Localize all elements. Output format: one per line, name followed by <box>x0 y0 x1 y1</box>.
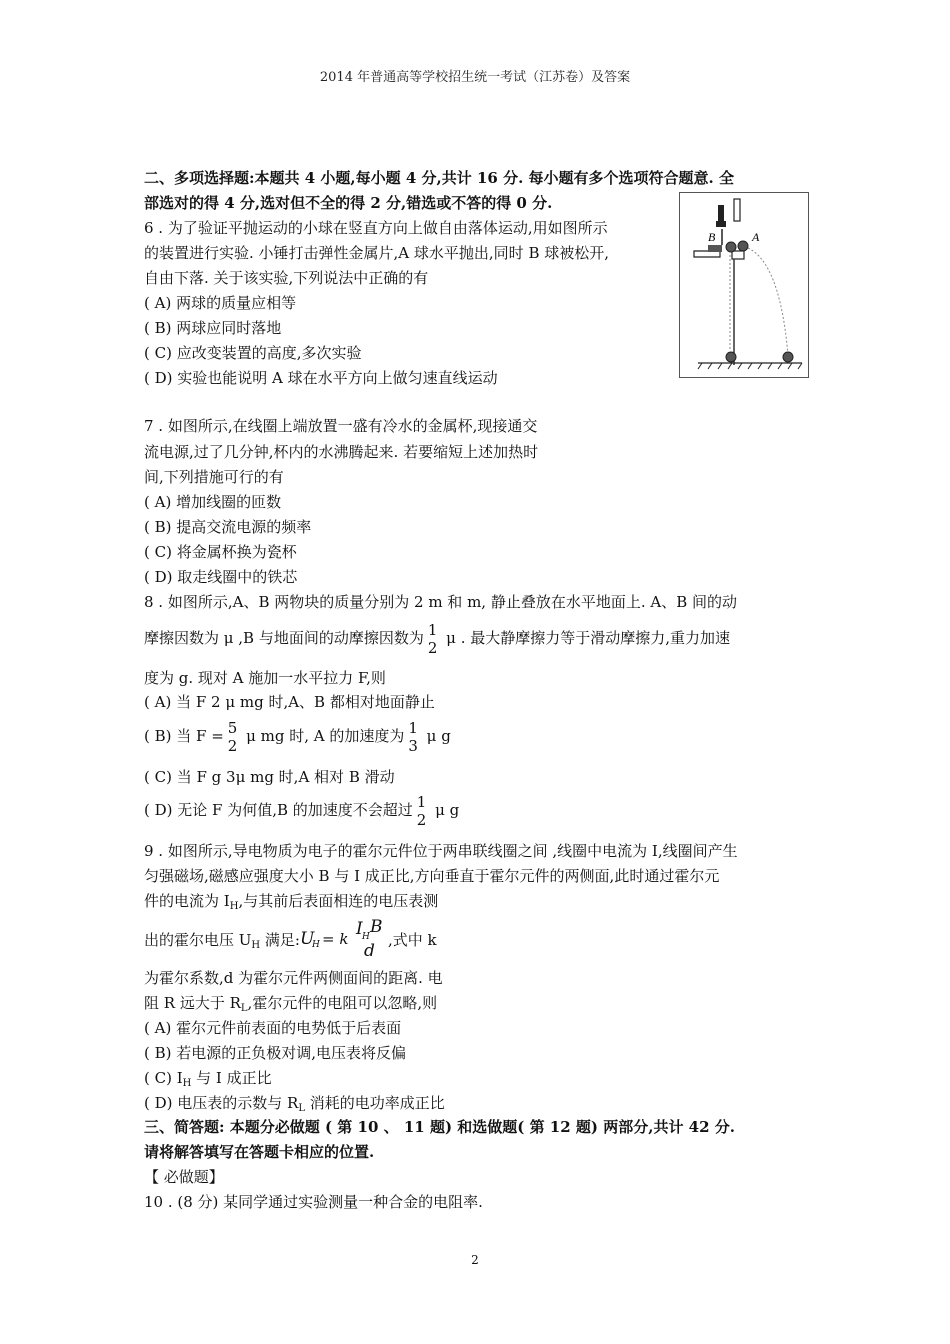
fraction-numerator: 1 <box>416 793 427 811</box>
q6-option-c: ( C) 应改变装置的高度,多次实验 <box>144 344 362 362</box>
formula-sub-h: H <box>311 940 320 950</box>
q9-stem-line4 <box>144 918 437 962</box>
formula-i: I <box>355 919 363 939</box>
section3-line1: 三、简答题: 本题分必做题 ( 第 10 、 11 题) 和选做题( 第 12 题) 两部分,共计 42 分. <box>144 1118 735 1136</box>
q9-stem-line2: 匀强磁场,磁感应强度大小 B 与 I 成正比,方向垂直于霍尔元件的两侧面,此时通过霍尔元 <box>144 867 720 885</box>
fraction-denominator: 2 <box>227 737 238 755</box>
q9-stem-line5: 为霍尔系数,d 为霍尔元件两侧面间的距离. 电 <box>144 969 443 987</box>
q8-option-c: ( C) 当 F g 3μ mg 时,A 相对 B 滑动 <box>144 768 395 786</box>
section2-line2: 部选对的得 4 分,选对但不全的得 2 分,错选或不答的得 0 分. <box>144 194 553 212</box>
section3-required-heading: 【 必做题】 <box>144 1168 224 1186</box>
q8-option-d <box>144 793 459 829</box>
q9-line4-text-c: ,式中 k <box>387 931 437 949</box>
page-number: 2 <box>471 1253 479 1267</box>
fraction-one-half <box>417 793 427 829</box>
q9-option-c-text-b: 与 I 成正比 <box>191 1069 272 1087</box>
q6-figure-label-a: A <box>752 230 760 244</box>
section2-line1: 二、多项选择题:本题共 4 小题,每小题 4 分,共计 16 分. 每小题有多个选项符合题意. 全 <box>144 169 734 187</box>
q9-stem-line3 <box>144 891 438 917</box>
q8-stem-line2-text-a: 摩擦因数为 μ ,B 与地面间的动摩擦因数为 <box>144 629 424 647</box>
q9-line6-text-b: ,霍尔元件的电阻可以忽略,则 <box>247 994 438 1012</box>
q6-option-b: ( B) 两球应同时落地 <box>144 319 282 337</box>
q6-apparatus-drawing <box>680 193 808 377</box>
q6-apparatus-figure <box>679 192 809 378</box>
q9-option-a: ( A) 霍尔元件前表面的电势低于后表面 <box>144 1019 402 1037</box>
q9-stem-line6 <box>144 993 437 1019</box>
q9-stem-line1: 9 . 如图所示,导电物质为电子的霍尔元件位于两串联线圈之间 ,线圈中电流为 I,线圈间产生 <box>144 842 738 860</box>
fraction-five-halves <box>228 719 238 755</box>
subscript-h: H <box>251 940 261 951</box>
fraction-numerator: 1 <box>408 719 418 737</box>
q8-option-a: ( A) 当 F 2 μ mg 时,A、B 都相对地面静止 <box>144 693 435 711</box>
q9-line6-text-a: 阻 R 远大于 R <box>144 994 241 1012</box>
q7-option-c: ( C) 将金属杯换为瓷杯 <box>144 543 297 561</box>
q7-stem-line2: 流电源,过了几分钟,杯内的水沸腾起来. 若要缩短上述加热时 <box>144 443 539 461</box>
document-header: 2014 年普通高等学校招生统一考试（江苏卷）及答案 <box>319 70 631 85</box>
q9-line4-text-a: 出的霍尔电压 U <box>144 931 252 949</box>
fraction-denominator: 2 <box>416 811 427 829</box>
subscript-h: H <box>182 1078 192 1089</box>
hall-voltage-formula <box>299 917 388 961</box>
formula-b: B <box>369 917 383 937</box>
q6-stem-line2: 的装置进行实验. 小锤打击弹性金属片,A 球水平抛出,同时 B 球被松开, <box>144 244 610 262</box>
q9-option-c-text-a: ( C) I <box>144 1069 183 1087</box>
q8-stem-line2-text-b: μ . 最大静摩擦力等于滑动摩擦力,重力加速 <box>441 629 730 647</box>
q8-stem-line3: 度为 g. 现对 A 施加一水平拉力 F,则 <box>144 669 386 687</box>
q7-option-a: ( A) 增加线圈的匝数 <box>144 493 282 511</box>
formula-u: U <box>299 929 315 949</box>
subscript-l: L <box>298 1103 305 1114</box>
fraction-numerator: 1 <box>427 621 438 639</box>
q8-option-d-text-1: ( D) 无论 F 为何值,B 的加速度不会超过 <box>144 801 413 819</box>
q8-stem-line1: 8 . 如图所示,A、B 两物块的质量分别为 2 m 和 m, 静止叠放在水平地面上. A、B 间的动 <box>144 593 738 611</box>
q8-stem-line2 <box>144 621 730 657</box>
q8-option-b-text-1: ( B) 当 F = <box>144 727 224 745</box>
q7-stem-line3: 间,下列措施可行的有 <box>144 468 284 486</box>
fraction-denominator: 2 <box>427 639 438 657</box>
q6-option-a: ( A) 两球的质量应相等 <box>144 294 297 312</box>
q9-line3-text-b: ,与其前后表面相连的电压表测 <box>238 892 439 910</box>
q9-option-d-text-a: ( D) 电压表的示数与 R <box>144 1094 299 1112</box>
formula-equals-k: = k <box>321 930 349 948</box>
q6-stem-line3: 自由下落. 关于该实验,下列说法中正确的有 <box>144 269 429 287</box>
q9-option-d-text-b: 消耗的电功率成正比 <box>304 1094 445 1112</box>
q10-stem: 10 . (8 分) 某同学通过实验测量一种合金的电阻率. <box>144 1193 483 1211</box>
fraction-denominator: 3 <box>408 737 418 755</box>
q8-option-b-text-3: μ g <box>421 727 451 745</box>
q9-option-c <box>144 1068 272 1094</box>
q9-option-d <box>144 1093 445 1119</box>
subscript-h: H <box>229 901 239 912</box>
fraction-one-half <box>428 621 438 657</box>
fraction-numerator: 5 <box>227 719 238 737</box>
section3-line2: 请将解答填写在答题卡相应的位置. <box>144 1143 375 1161</box>
subscript-l: L <box>240 1003 248 1014</box>
q7-option-b: ( B) 提高交流电源的频率 <box>144 518 312 536</box>
q7-option-d: ( D) 取走线圈中的铁芯 <box>144 568 298 586</box>
formula-sub-h: H <box>361 932 370 942</box>
q8-option-d-text-2: μ g <box>430 801 460 819</box>
q9-line4-text-b: 满足: <box>260 931 300 949</box>
q8-option-b-text-2: μ mg 时, A 的加速度为 <box>241 727 405 745</box>
formula-d: d <box>363 941 375 961</box>
q6-stem-line1: 6 . 为了验证平抛运动的小球在竖直方向上做自由落体运动,用如图所示 <box>144 219 608 237</box>
q9-option-b: ( B) 若电源的正负极对调,电压表将反偏 <box>144 1044 407 1062</box>
q8-option-b <box>144 719 451 755</box>
q6-figure-label-b: B <box>708 230 716 244</box>
q6-option-d: ( D) 实验也能说明 A 球在水平方向上做匀速直线运动 <box>144 369 498 387</box>
q7-stem-line1: 7 . 如图所示,在线圈上端放置一盛有冷水的金属杯,现接通交 <box>144 417 538 435</box>
fraction-one-third <box>408 719 418 755</box>
q9-line3-text-a: 件的电流为 I <box>144 892 230 910</box>
